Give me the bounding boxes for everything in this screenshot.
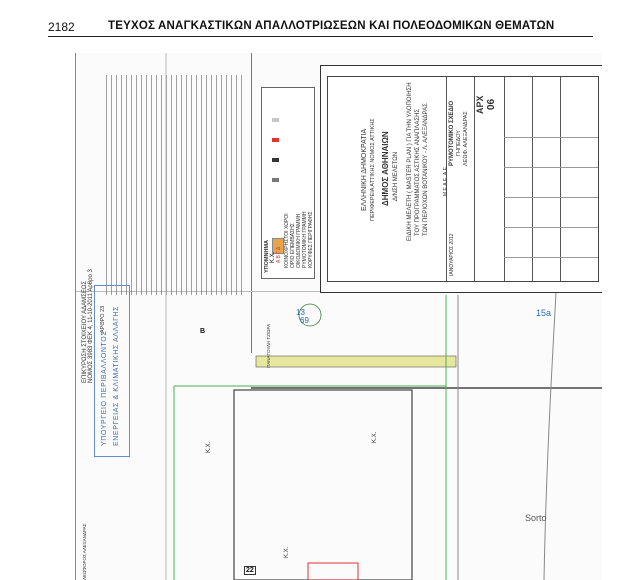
approval-title: ΕΠΙΚΥΡΩΣΗ ΣΤΟΙΧΕΙΟΥ ΑΔΑΜΣΕΩΣ [82,280,88,383]
parcel-number: 22 [246,567,254,574]
stamp-label: Μ.Ε.Α.Ε. Α.Ε. [443,165,449,196]
legend-item: ΟΡΙΟ ΕΠΕΜΒΑΣΗΣ [290,223,296,268]
legend-item: ΚΟΡΥΦΕΣ ΠΕΡΙΓΡΑΦΗΣ [308,211,314,268]
legend-abcd: Α Β Γ Δ [276,246,282,263]
street-strip [256,356,456,367]
block-number: 13 [296,308,305,317]
department-label: Δ/ΝΣΗ ΜΕΛΕΤΩΝ [393,151,399,201]
plan-location: ΛΕΩΦ. ΑΛΕΞΑΝΔΡΑΣ [463,111,469,166]
ministry-line-1: ΥΠΟΥΡΓΕΙΟ ΠΕΡΙΒΑΛΛΟΝΤΟΣ [101,330,108,446]
curb-curve [544,293,556,580]
site-plan-lines [76,53,602,580]
study-title: ΕΙΔΙΚΗ ΜΕΛΕΤΗ ( MASTER PLAN ) ΓΙΑ ΤΗΝ ΥΛΟΠΟΙΗΣΗ [407,82,413,241]
republic-label: ΕΛΛΗΝΙΚΗ ΔΗΜΟΚΡΑΤΙΑ [361,128,368,211]
date-label: ΙΑΝΟΥΑΡΙΟΣ 2012 [449,233,455,276]
kx-label: Κ.Χ. [206,441,212,453]
plot-rectangle [234,390,412,580]
road-label: ΛΕΩΦΟΡΟΣ ΑΛΕΞΑΝΔΡΑΣ [82,523,87,580]
legend-kx: Κ.Χ. [270,251,276,263]
legend-item: ΚΟΙΝΟΧΡΗΣΤΟΙ ΧΩΡΟΙ [284,213,290,268]
building-line [308,563,358,580]
municipality-label: ΔΗΜΟΣ ΑΘΗΝΑΙΩΝ [381,131,390,206]
street-label: ΠΑΝΑΓΟΥΛΗ ΤΖΙΩΡΑ [266,323,271,368]
block-number: 69 [300,316,309,325]
page-number: 2182 [48,20,75,34]
kx-label: Κ.Χ. [284,546,290,558]
legend-item: ΡΥΜΟΤΟΜΙΚΗ ΓΡΑΜΜΗ [302,211,308,268]
zoning-plan-drawing [75,53,602,580]
region-label: ΠΕΡΙΦΕΡΕΙΑ ΑΤΤΙΚΗΣ ΝΟΜΟΣ ΑΤΤΙΚΗΣ [370,118,376,221]
study-title-3: ΤΩΝ ΠΕΡΙΟΧΩΝ ΒΟΤΑΝΙΚΟΥ - Λ. ΑΛΕΞΑΝΔΡΑΣ [423,103,429,236]
gazette-header [48,14,593,36]
header-rule [48,36,593,37]
legend-item: ΟΙΚΟΔΟΜΙΚΗ ΓΡΑΜΜΗ [296,213,302,268]
legend-title: ΥΠΟΜΝΗΜΑ [264,240,270,273]
approval-law: ΝΟΜΟΣ 3983 ΦΕΚ 4, 11-10-2011 Άρθρο 3 [88,269,94,383]
article-label: ΑΡΘΡΟ 23 [100,305,106,333]
north-label: Β [200,328,206,335]
sheet-number: 06 [486,98,497,110]
ministry-line-2: ΕΝΕΡΓΕΙΑΣ & ΚΛΙΜΑΤΙΚΗΣ ΑΛΛΑΓΗΣ [113,305,120,446]
sheet-code: ΑΡΧ [475,95,485,114]
kx-label: Κ.Χ. [372,431,378,443]
block-number: 15a [536,308,552,318]
plan-sub: ΓΗΠΕΔΟΥ [456,130,462,156]
plan-label: ΡΥΜΟΤΟΜΙΚΟ ΣΧΕΔΙΟ [449,100,455,166]
study-title-2: ΤΟΥ ΠΡΟΓΡΑΜΜΑΤΟΣ ΑΣΤΙΚΗΣ ΑΝΑΠΛΑΣΗΣ [415,108,421,236]
gazette-title: ΤΕΥΧΟΣ ΑΝΑΓΚΑΣΤΙΚΩΝ ΑΠΑΛΛΟΤΡΙΩΣΕΩΝ ΚΑΙ ΠΟΛΕΟΔΟΜΙΚΩΝ ΘΕΜΑΤΩΝ [108,20,555,32]
street-name-fragment: Sorto [525,513,547,523]
